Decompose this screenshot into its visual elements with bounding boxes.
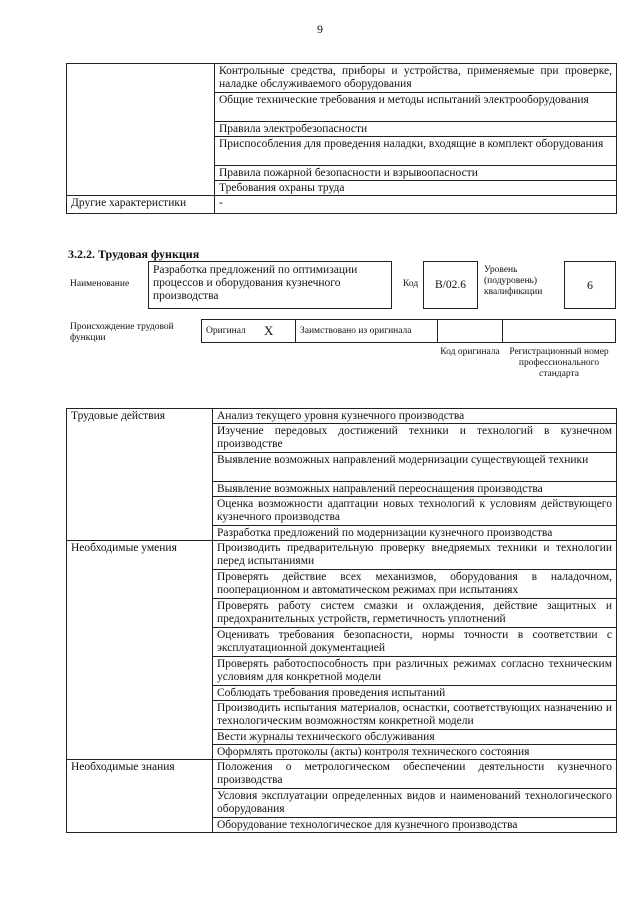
name-label: Наименование [70,279,130,289]
other-characteristics-label: Другие характеристики [67,196,215,214]
knowledge-item: Общие технические требования и методы испытаний электрооборудования [215,93,617,122]
borrowed-box [295,319,438,343]
original-box [201,319,296,343]
code-label: Код [403,279,419,289]
action-item: Изучение передовых достижений техники и технологий в кузнечном производстве [213,424,617,453]
skill-item: Производить испытания материалов, оснастки, соответствующих назначению и технологическим возможностям конкретной модели [213,701,617,730]
action-item: Анализ текущего уровня кузнечного производства [213,409,617,424]
skill-item: Оформлять протоколы (акты) контроля технического состояния [213,745,617,760]
knowledge-item: Правила электробезопасности [215,122,617,137]
borrowed-label: Заимствовано из оригинала [300,326,412,336]
level-label: Уровень (подуровень) квалификации [484,265,543,297]
knowledge-item: Требования охраны труда [215,181,617,196]
group-label-knowledge: Необходимые знания [67,760,213,833]
knowledge-item: Положения о метрологическом обеспечении деятельности кузнечного производства [213,760,617,789]
original-code-box [437,319,503,343]
section-title: 3.2.2. Трудовая функция [68,247,200,261]
original-label: Оригинал [206,326,246,336]
level-value: 6 [564,261,616,309]
action-item: Выявление возможных направлений переоснащения производства [213,482,617,497]
skill-item: Соблюдать требования проведения испытаний [213,686,617,701]
original-code-caption: Код оригинала [440,347,500,357]
knowledge-item: Оборудование технологическое для кузнечного производства [213,818,617,833]
code-value: B/02.6 [423,261,478,309]
skill-item: Производить предварительную проверку внедряемых техники и технологии перед испытаниями [213,541,617,570]
original-mark: X [264,323,274,338]
registration-number-box [502,319,616,343]
top-requirements-table [66,63,617,214]
action-item: Разработка предложений по модернизации кузнечного производства [213,526,617,541]
skill-item: Проверять работоспособность при различных режимах согласно техническим условиям для конкретной модели [213,657,617,686]
function-name-value: Разработка предложений по оптимизации процессов и оборудования кузнечного производства [148,261,392,309]
knowledge-item: Контрольные средства, приборы и устройства, применяемые при проверке, наладке обслуживаемого оборудования [215,64,617,93]
action-item: Выявление возможных направлений модернизации существующей техники [213,453,617,482]
skill-item: Проверять действие всех механизмов, оборудования в наладочном, пооперационном и автоматическом режимах при испытаниях [213,570,617,599]
skill-item: Проверять работу систем смазки и охлаждения, действие защитных и предохранительных устройств, герметичность уплотнений [213,599,617,628]
labor-function-table [66,408,617,833]
skill-item: Вести журналы технического обслуживания [213,730,617,745]
table-cell-left [67,64,215,196]
knowledge-item: Условия эксплуатации определенных видов и наименований технологического оборудования [213,789,617,818]
page-number: 9 [317,22,323,36]
other-characteristics-value: - [215,196,617,214]
origin-label: Происхождение трудовой функции [70,322,174,343]
group-label-skills: Необходимые умения [67,541,213,760]
knowledge-item: Приспособления для проведения наладки, входящие в комплект оборудования [215,137,617,166]
knowledge-item: Правила пожарной безопасности и взрывоопасности [215,166,617,181]
group-label-actions: Трудовые действия [67,409,213,541]
action-item: Оценка возможности адаптации новых технологий к условиям действующего кузнечного производства [213,497,617,526]
skill-item: Оценивать требования безопасности, нормы точности в соответствии с эксплуатационной документацией [213,628,617,657]
registration-number-caption: Регистрационный номер профессионального стандарта [509,347,609,379]
